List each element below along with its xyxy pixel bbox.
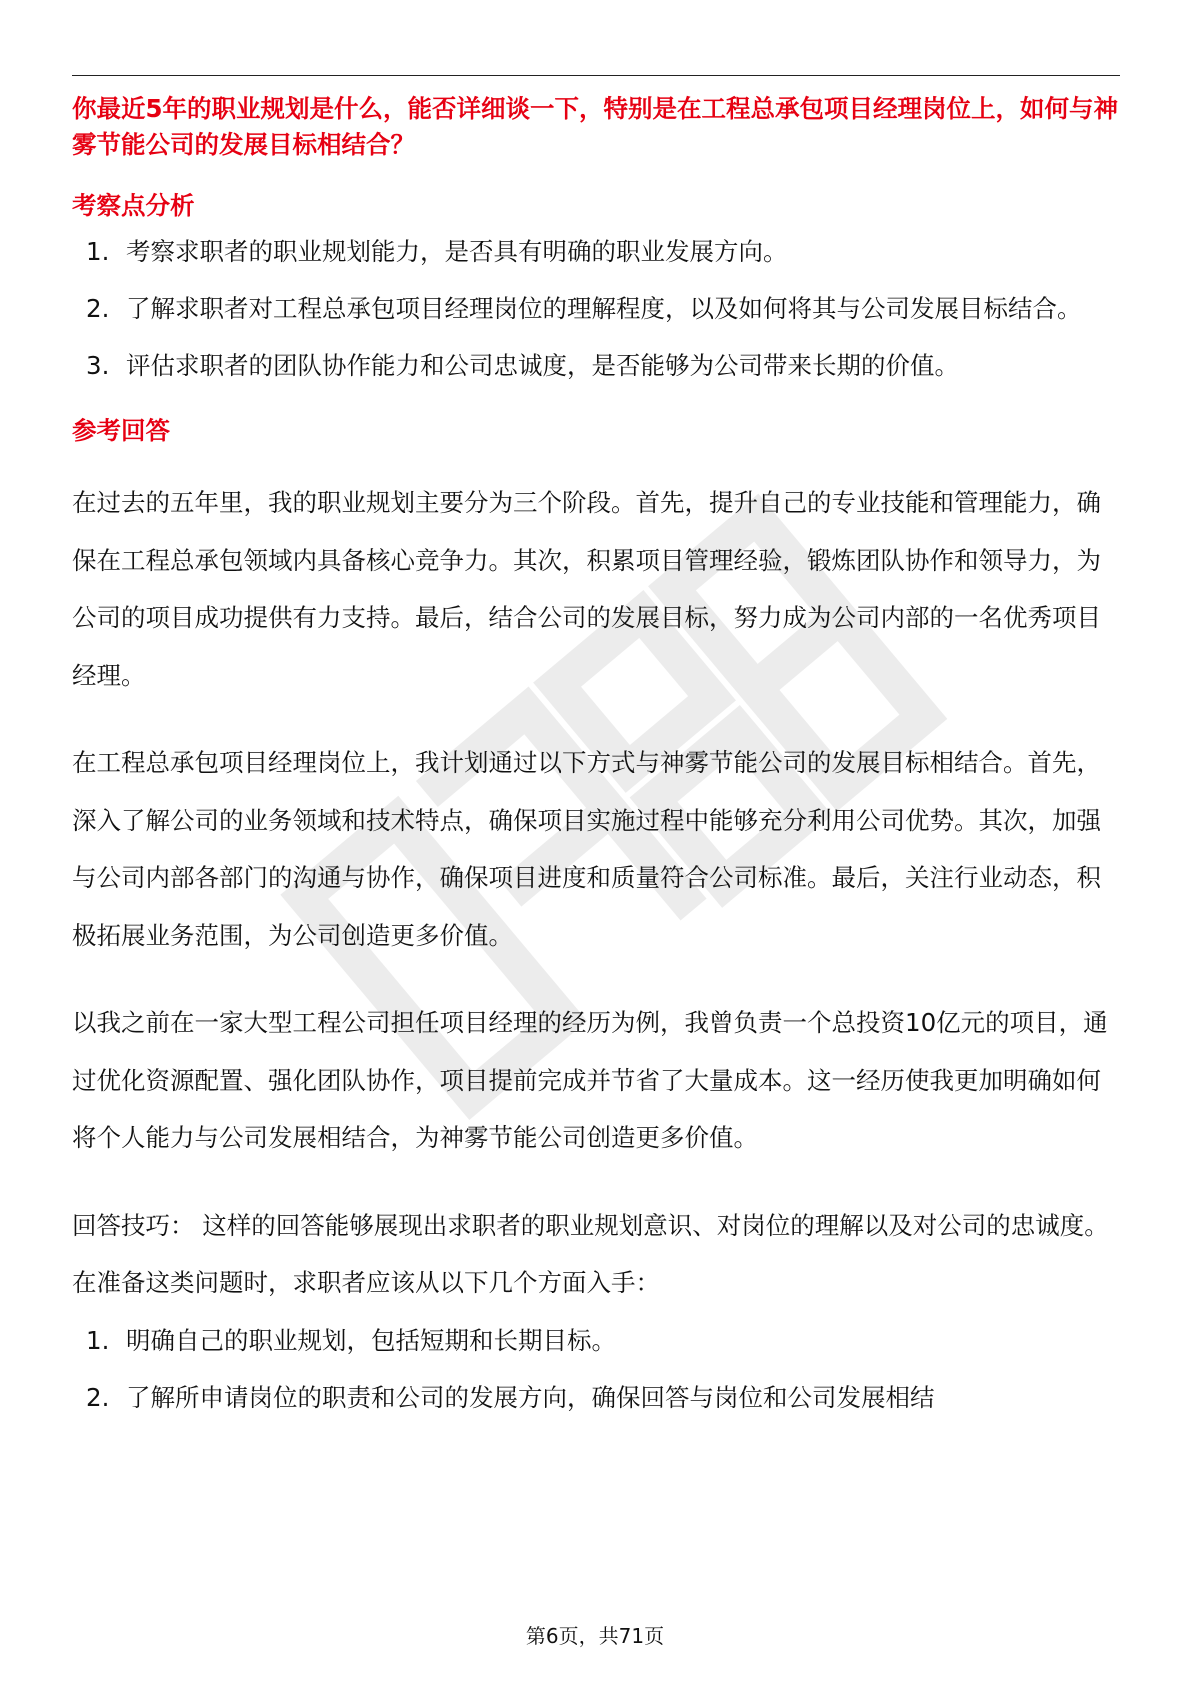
list-item-text: 评估求职者的团队协作能力和公司忠诚度，是否能够为公司带来长期的价值。 — [126, 351, 959, 380]
list-item-text: 了解求职者对工程总承包项目经理岗位的理解程度，以及如何将其与公司发展目标结合。 — [126, 294, 1082, 323]
list-number: 1. — [86, 1325, 110, 1355]
list-item — [72, 280, 1124, 337]
list-number: 3. — [86, 351, 110, 380]
answer-paragraph: 以我之前在一家大型工程公司担任项目经理的经历为例，我曾负责一个总投资10亿元的项目，通过优化资源配置、强化团队协作，项目提前完成并节省了大量成本。这一经历使我更加明确如何将个人能力与公司发展相结合，为神雾节能公司创造更多价值。 — [72, 1008, 1108, 1152]
list-item-text: 明确自己的职业规划，包括短期和长期目标。 — [126, 1325, 616, 1355]
page-footer: 第6页，共71页 — [525, 1624, 665, 1648]
analysis-heading: 考察点分析 — [72, 191, 195, 220]
list-item — [72, 337, 1124, 394]
analysis-list — [72, 223, 1124, 394]
document-body — [72, 91, 1124, 1426]
list-item-text: 考察求职者的职业规划能力，是否具有明确的职业发展方向。 — [126, 237, 788, 266]
list-number: 2. — [86, 1382, 110, 1412]
answer-paragraph: 在工程总承包项目经理岗位上，我计划通过以下方式与神雾节能公司的发展目标相结合。首先，深入了解公司的业务领域和技术特点，确保项目实施过程中能够充分利用公司优势。其次，加强与公司内部各部门的沟通与协作，确保项目进度和质量符合公司标准。最后，关注行业动态，积极拓展业务范围，为公司创造更多价值。 — [72, 748, 1101, 950]
answer-paragraph: 在过去的五年里，我的职业规划主要分为三个阶段。首先，提升自己的专业技能和管理能力，确保在工程总承包领域内具备核心竞争力。其次，积累项目管理经验，锻炼团队协作和领导力，为公司的项目成功提供有力支持。最后，结合公司的发展目标，努力成为公司内部的一名优秀项目经理。 — [72, 488, 1101, 690]
top-rule — [72, 75, 1120, 76]
list-number: 1. — [86, 237, 110, 266]
answer-heading: 参考回答 — [72, 416, 170, 445]
list-item-text: 了解所申请岗位的职责和公司的发展方向，确保回答与岗位和公司发展相结 — [126, 1382, 935, 1412]
list-item — [72, 1369, 1124, 1426]
list-item — [72, 223, 1124, 280]
list-number: 2. — [86, 294, 110, 323]
question-title: 你最近5年的职业规划是什么，能否详细谈一下，特别是在工程总承包项目经理岗位上，如何与神雾节能公司的发展目标相结合？ — [72, 94, 1119, 159]
list-item — [72, 1312, 1124, 1369]
tips-paragraph: 回答技巧： 这样的回答能够展现出求职者的职业规划意识、对岗位的理解以及对公司的忠诚度。在准备这类问题时，求职者应该从以下几个方面入手： — [72, 1210, 1109, 1297]
tips-list — [72, 1312, 1124, 1426]
